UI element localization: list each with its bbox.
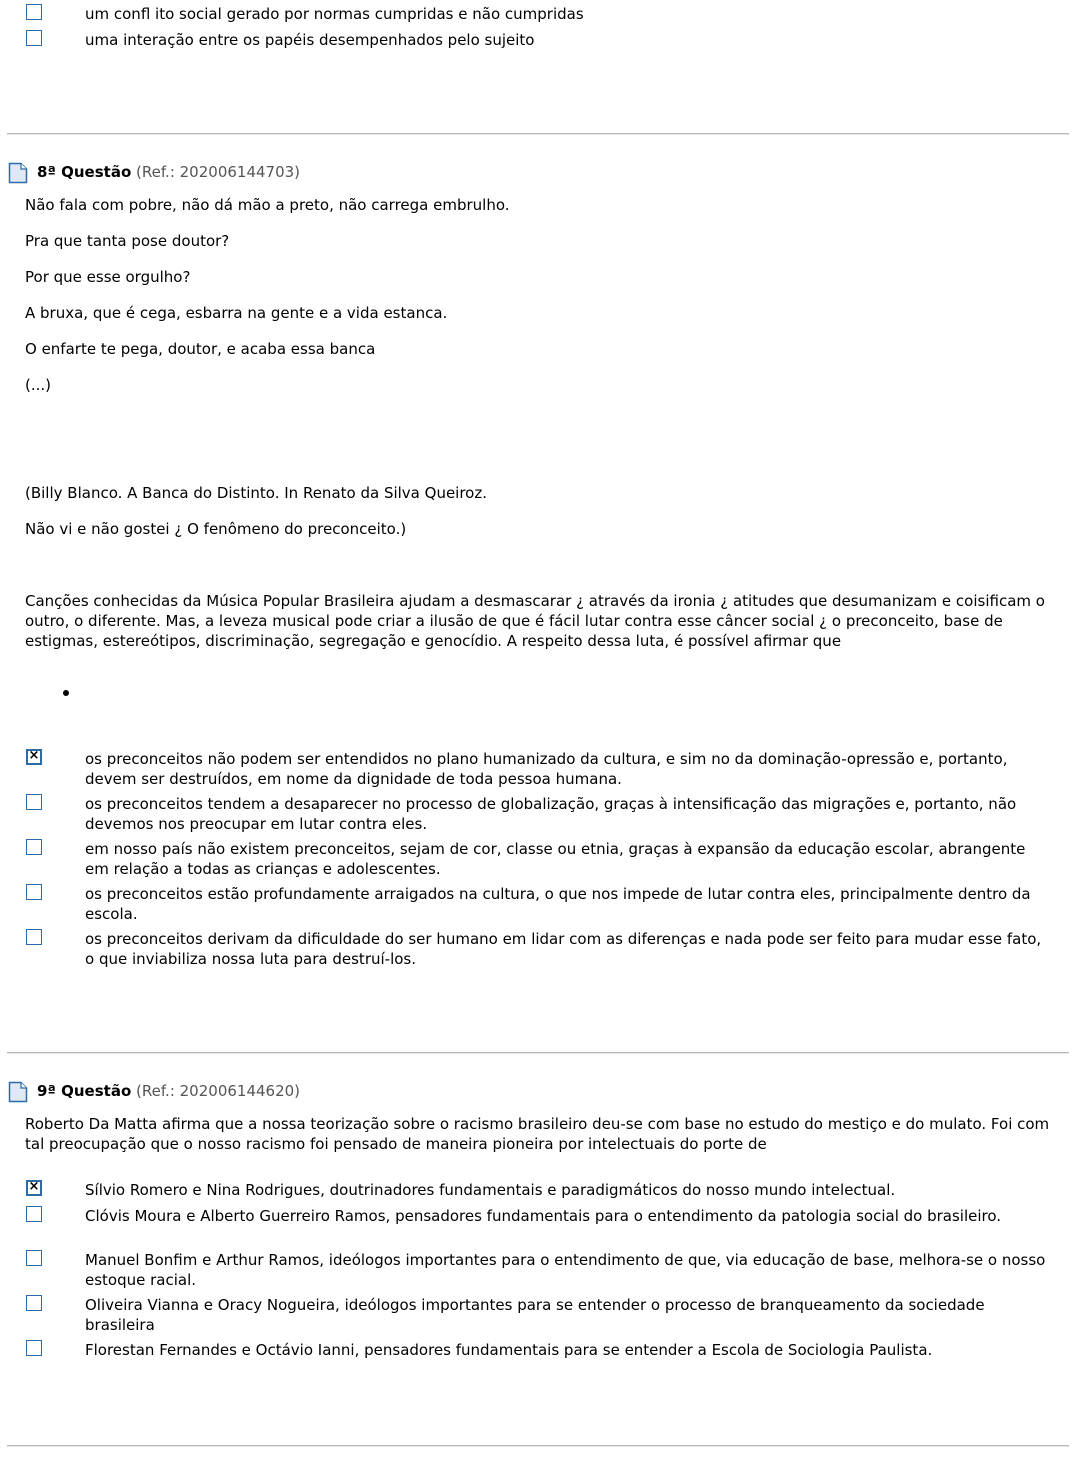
q8-verse-3: Por que esse orgulho?	[25, 268, 191, 286]
document-icon	[8, 162, 28, 184]
q8-title: 8ª Questão	[37, 163, 132, 181]
q8-option-5-text: os preconceitos derivam da dificuldade do ser humano em lidar com as diferenças e nada pode ser feito para mudar esse fato, o que inviabiliza nossa luta para destruí-los.	[85, 930, 1042, 968]
q8-verse-2: Pra que tanta pose doutor?	[25, 232, 230, 250]
q8-option-2-checkbox[interactable]	[26, 794, 42, 810]
q7-option-1-checkbox[interactable]	[26, 4, 42, 20]
q9-option-1-text: Sílvio Romero e Nina Rodrigues, doutrinadores fundamentais e paradigmáticos do nosso mundo intelectual.	[85, 1181, 896, 1199]
q8-option-4-checkbox[interactable]	[26, 884, 42, 900]
q8-option-3-text: em nosso país não existem preconceitos, sejam de cor, classe ou etnia, graças à expansão da educação escolar, abrangente em relação a todas as crianças e adolescentes.	[85, 840, 1026, 878]
q9-option-2-text: Clóvis Moura e Alberto Guerreiro Ramos, pensadores fundamentais para o entendimento da patologia social do brasileiro.	[85, 1207, 1002, 1225]
bullet-point	[63, 690, 69, 696]
section-divider	[7, 1052, 1069, 1054]
q9-option-3-checkbox[interactable]	[26, 1250, 42, 1266]
q9-ref: (Ref.: 202006144620)	[136, 1082, 301, 1100]
q8-option-1-text: os preconceitos não podem ser entendidos no plano humanizado da cultura, e sim no da dominação-opressão e, portanto, devem ser destruídos, em nome da dignidade de toda pessoa humana.	[85, 750, 1008, 788]
q8-verse-6: (...)	[25, 376, 52, 394]
q8-citation-2: Não vi e não gostei ¿ O fenômeno do preconceito.)	[25, 520, 407, 538]
q9-option-5-checkbox[interactable]	[26, 1340, 42, 1356]
q7-option-2-text: uma interação entre os papéis desempenhados pelo sujeito	[85, 31, 535, 49]
checkmark-icon: ×	[28, 748, 40, 763]
q8-verse-4: A bruxa, que é cega, esbarra na gente e a vida estanca.	[25, 304, 448, 322]
q9-option-1-checkbox[interactable]	[26, 1180, 42, 1196]
q9-option-5-text: Florestan Fernandes e Octávio Ianni, pensadores fundamentais para se entender a Escola de Sociologia Paulista.	[85, 1341, 933, 1359]
q8-citation-1: (Billy Blanco. A Banca do Distinto. In Renato da Silva Queiroz.	[25, 484, 487, 502]
q9-option-3-text: Manuel Bonfim e Arthur Ramos, ideólogos importantes para o entendimento de que, via educação de base, melhora-se o nosso estoque racial.	[85, 1251, 1046, 1289]
q9-option-2-checkbox[interactable]	[26, 1206, 42, 1222]
q8-option-1-checkbox[interactable]	[26, 749, 42, 765]
q8-option-2-text: os preconceitos tendem a desaparecer no processo de globalização, graças à intensificação das migrações e, portanto, não devemos nos preocupar em lutar contra eles.	[85, 795, 1017, 833]
document-icon	[8, 1081, 28, 1103]
q8-ref: (Ref.: 202006144703)	[136, 163, 301, 181]
q9-statement: Roberto Da Matta afirma que a nossa teorização sobre o racismo brasileiro deu-se com base no estudo do mestiço e do mulato. Foi com tal preocupação que o nosso racismo foi pensado de maneira pioneira por intelectuais do porte de	[25, 1115, 1050, 1153]
q8-statement: Canções conhecidas da Música Popular Brasileira ajudam a desmascarar ¿ através da ironia ¿ atitudes que desumanizam e coisificam o outro, o diferente. Mas, a leveza musical pode criar a ilusão de que é fácil lutar contra esse câncer social ¿ o preconceito, base de estigmas, estereótipos, discriminação, segregação e genocídio. A respeito dessa luta, é possível afirmar que	[25, 592, 1045, 650]
checkmark-icon: ×	[28, 1179, 40, 1194]
q8-verse-5: O enfarte te pega, doutor, e acaba essa banca	[25, 340, 376, 358]
q8-option-4-text: os preconceitos estão profundamente arraigados na cultura, o que nos impede de lutar contra eles, principalmente dentro da escola.	[85, 885, 1031, 923]
q8-option-5-checkbox[interactable]	[26, 929, 42, 945]
q7-option-2-checkbox[interactable]	[26, 30, 42, 46]
q9-option-4-text: Oliveira Vianna e Oracy Nogueira, ideólogos importantes para se entender o processo de branqueamento da sociedade brasileira	[85, 1296, 985, 1334]
q8-verse-1: Não fala com pobre, não dá mão a preto, não carrega embrulho.	[25, 196, 510, 214]
q9-title: 9ª Questão	[37, 1082, 132, 1100]
q7-option-1-text: um confl ito social gerado por normas cumpridas e não cumpridas	[85, 5, 584, 23]
section-divider	[7, 133, 1069, 135]
q9-option-4-checkbox[interactable]	[26, 1295, 42, 1311]
q8-option-3-checkbox[interactable]	[26, 839, 42, 855]
section-divider	[7, 1445, 1069, 1447]
